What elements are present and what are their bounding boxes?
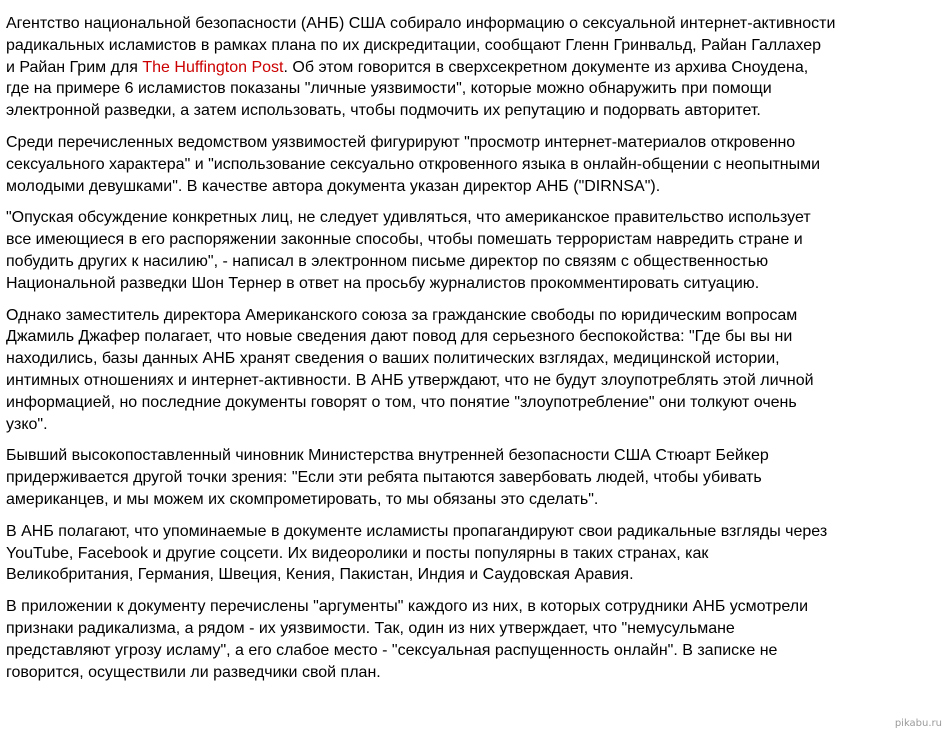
text-line: Национальной разведки Шон Тернер в ответ на просьбу журналистов прокомментировать ситуацию. [6, 274, 760, 292]
paragraph-7 [6, 596, 946, 683]
text-line: побудить других к насилию", - написал в электронном письме директор по связям с общественностью [6, 252, 769, 270]
text-line: Агентство национальной безопасности (АНБ) США собирало информацию о сексуальной интернет-активности [6, 15, 836, 32]
article-body [6, 13, 946, 693]
paragraph-1 [6, 13, 946, 122]
text-line: Джамиль Джафер полагает, что новые сведения дают повод для серьезного беспокойства: "Где бы вы ни [6, 328, 793, 346]
text-line: Однако заместитель директора Американского союза за гражданские свободы по юридическим вопросам [6, 306, 798, 324]
paragraph-6 [6, 521, 946, 586]
text-fragment: . Об этом говорится в сверхсекретном документе из архива Сноудена, [283, 58, 809, 76]
text-fragment: и Райан Грим для [6, 58, 143, 76]
text-line: придерживается другой точки зрения: "Если эти ребята пытаются завербовать людей, чтобы убивать [6, 469, 762, 487]
text-line: радикальных исламистов в рамках плана по их дискредитации, сообщают Гленн Гринвальд, Райан Галлахер [6, 36, 822, 54]
paragraph-5 [6, 445, 946, 510]
text-line: все имеющиеся в его распоряжении законные способы, чтобы помешать террористам навредить стране и [6, 231, 803, 249]
text-line: интимных отношениях и интернет-активности. В АНБ утверждают, что не будут злоупотреблять этой личной [6, 371, 814, 389]
text-line: находились, базы данных АНБ хранят сведения о ваших политических взглядах, медицинской истории, [6, 350, 780, 368]
text-line [6, 57, 946, 79]
text-line: YouTube, Facebook и другие соцсети. Их видеоролики и посты популярны в таких странах, как [6, 544, 709, 562]
text-line: В приложении к документу перечислены "аргументы" каждого из них, в которых сотрудники АНБ усмотрели [6, 598, 809, 616]
huffington-post-link[interactable]: The Huffington Post [142, 58, 284, 76]
text-line: представляют угрозу исламу", а его слабое место - "сексуальная распущенность онлайн". В записке не [6, 641, 778, 659]
text-line: Великобритания, Германия, Швеция, Кения, Пакистан, Индия и Саудовская Аравия. [6, 566, 634, 584]
text-line: электронной разведки, а затем использовать, чтобы подмочить их репутацию и подорвать авторитет. [6, 102, 761, 120]
text-line: информацией, но последние документы говорят о том, что понятие "злоупотребление" они толкуют очень [6, 393, 797, 411]
text-line: В АНБ полагают, что упоминаемые в документе исламисты пропагандируют свои радикальные взгляды через [6, 522, 828, 540]
text-line: где на примере 6 исламистов показаны "личные уязвимости", которые можно обнаружить при помощи [6, 80, 772, 98]
paragraph-2 [6, 132, 946, 197]
paragraph-4 [6, 305, 946, 436]
text-line: признаки радикализма, а рядом - их уязвимости. Так, один из них утверждает, что "немусульмане [6, 619, 735, 637]
paragraph-3 [6, 207, 946, 294]
text-line: Среди перечисленных ведомством уязвимостей фигурируют "просмотр интернет-материалов откровенно [6, 133, 796, 151]
pikabu-watermark: pikabu.ru [894, 718, 942, 729]
text-line: говорится, осуществили ли разведчики свой план. [6, 663, 381, 681]
text-line: сексуального характера" и "использование сексуально откровенного языка в онлайн-общении с неопытными [6, 155, 821, 173]
text-line: молодыми девушками". В качестве автора документа указан директор АНБ ("DIRNSA"). [6, 177, 661, 195]
text-line: узко". [6, 415, 48, 433]
text-line: американцев, и мы можем их скомпрометировать, то мы обязаны это сделать". [6, 490, 599, 508]
text-line: Бывший высокопоставленный чиновник Министерства внутренней безопасности США Стюарт Бейкер [6, 447, 769, 465]
text-line: "Опуская обсуждение конкретных лиц, не следует удивляться, что американское правительство использует [6, 209, 811, 227]
